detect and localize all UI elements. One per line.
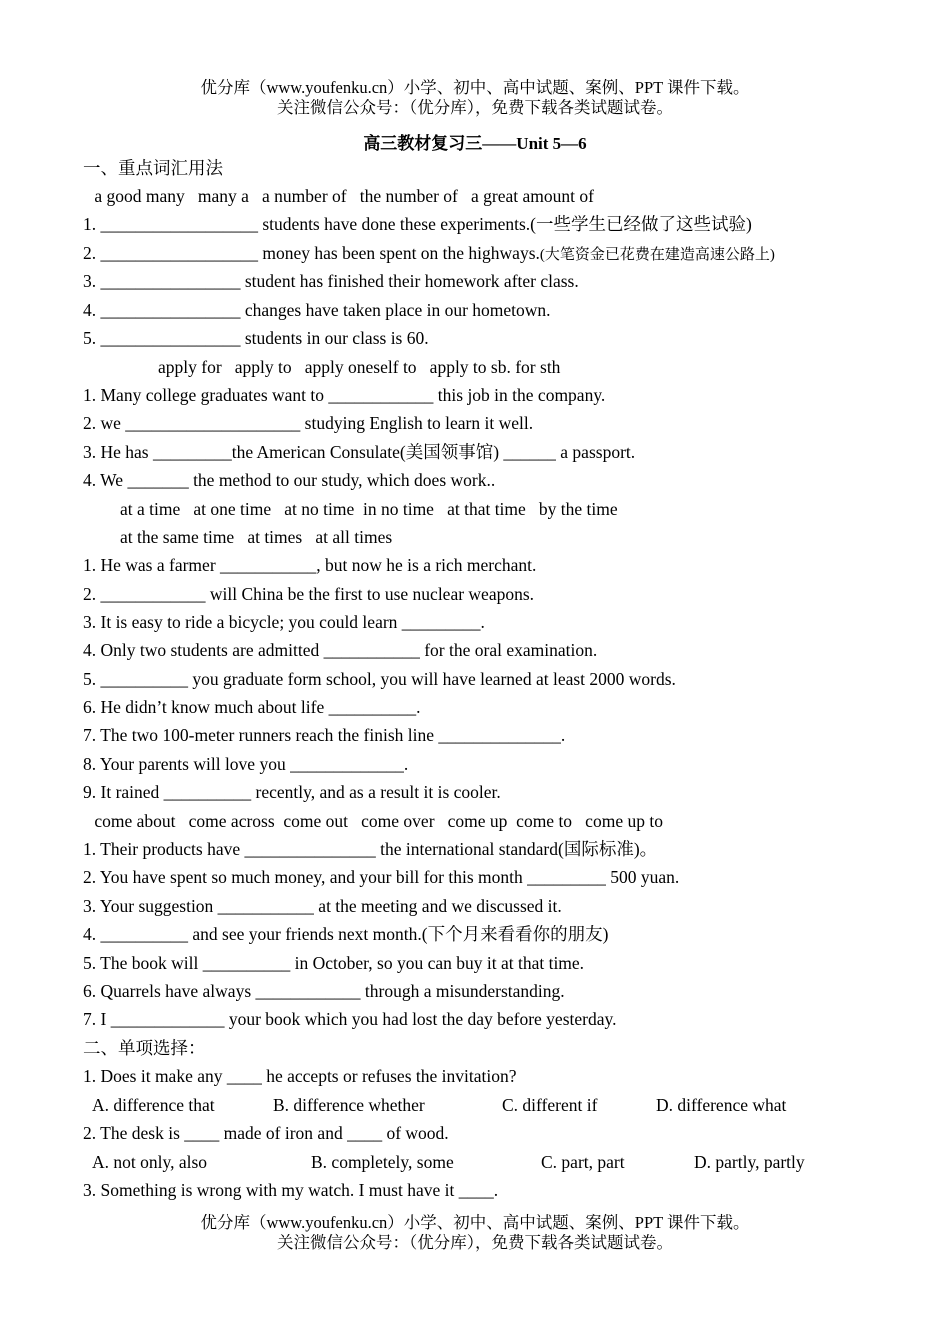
question-2-choice-d: D. partly, partly — [694, 1152, 805, 1172]
group-3-item-9: 9. It rained __________ recently, and as a result it is cooler. — [83, 782, 501, 802]
group-4-item-2: 2. You have spent so much money, and your bill for this month _________ 500 yuan. — [83, 867, 680, 887]
group-1-item-3: 3. ________________ student has finished their homework after class. — [83, 271, 579, 291]
question-1-choice-c: C. different if — [502, 1095, 598, 1115]
question-1-choice-a: A. difference that — [92, 1095, 215, 1115]
group-2-item-4: 4. We _______ the method to our study, which does work.. — [83, 470, 496, 490]
group-2-item-1: 1. Many college graduates want to ____________ this job in the company. — [83, 385, 606, 405]
question-1-stem: 1. Does it make any ____ he accepts or refuses the invitation? — [83, 1066, 517, 1086]
question-1-choice-d: D. difference what — [656, 1095, 787, 1115]
group-1-item-5: 5. ________________ students in our class is 60. — [83, 328, 429, 348]
group-2-options: apply for apply to apply oneself to apply to sb. for sth — [158, 357, 561, 377]
group-1-item-4: 4. ________________ changes have taken place in our hometown. — [83, 300, 551, 320]
header-line-1: 优分库（www.youfenku.cn）小学、初中、高中试题、案例、PPT 课件下载。 — [200, 78, 750, 97]
group-3-item-2: 2. ____________ will China be the first to use nuclear weapons. — [83, 584, 535, 604]
question-3-stem: 3. Something is wrong with my watch. I must have it ____. — [83, 1180, 499, 1200]
question-1-choice-b: B. difference whether — [273, 1095, 425, 1115]
group-1-item-2-note: (大笔资金已花费在建造高速公路上) — [539, 247, 775, 263]
group-4-item-3: 3. Your suggestion ___________ at the meeting and we discussed it. — [83, 896, 562, 916]
group-3-item-1: 1. He was a farmer ___________, but now he is a rich merchant. — [83, 555, 537, 575]
question-2-choice-c: C. part, part — [541, 1152, 625, 1172]
group-3-item-8: 8. Your parents will love you _____________. — [83, 754, 409, 774]
footer-line-2: 关注微信公众号：（优分库），免费下载各类试题试卷。 — [277, 1233, 673, 1252]
group-4-options: come about come across come out come over come up come to come up to — [90, 811, 663, 831]
group-3-item-7: 7. The two 100-meter runners reach the finish line ______________. — [83, 725, 566, 745]
header-line-2: 关注微信公众号：（优分库），免费下载各类试题试卷。 — [277, 98, 673, 117]
group-2-item-3: 3. He has _________the American Consulate(美国领事馆) ______ a passport. — [83, 442, 636, 462]
group-1-item-2-text: 2. __________________ money has been spent on the highways. — [83, 243, 540, 263]
question-2-choice-b: B. completely, some — [311, 1152, 454, 1172]
question-2-choice-a: A. not only, also — [92, 1152, 208, 1172]
group-3-item-3: 3. It is easy to ride a bicycle; you could learn _________. — [83, 612, 485, 632]
group-4-item-6: 6. Quarrels have always ____________ through a misunderstanding. — [83, 981, 565, 1001]
group-3-item-6: 6. He didn’t know much about life __________. — [83, 697, 421, 717]
group-1-item-2 — [83, 242, 775, 266]
group-1-item-1: 1. __________________ students have done these experiments.(一些学生已经做了这些试验) — [83, 214, 752, 234]
group-4-item-4: 4. __________ and see your friends next month.(下个月来看看你的朋友) — [83, 924, 609, 944]
group-4-item-7: 7. I _____________ your book which you had lost the day before yesterday. — [83, 1009, 617, 1029]
group-3-item-4: 4. Only two students are admitted ___________ for the oral examination. — [83, 640, 598, 660]
page-title: 高三教材复习三——Unit 5—6 — [363, 134, 587, 153]
group-1-options: a good many many a a number of the number of a great amount of — [90, 186, 594, 206]
footer-line-1: 优分库（www.youfenku.cn）小学、初中、高中试题、案例、PPT 课件下载。 — [200, 1213, 750, 1232]
group-2-item-2: 2. we ____________________ studying English to learn it well. — [83, 413, 534, 433]
section-1-heading: 一、重点词汇用法 — [83, 158, 223, 178]
group-3-options-line-2: at the same time at times at all times — [120, 527, 393, 547]
section-2-heading: 二、单项选择： — [83, 1038, 206, 1058]
group-3-options-line-1: at a time at one time at no time in no time at that time by the time — [120, 499, 618, 519]
group-4-item-5: 5. The book will __________ in October, so you can buy it at that time. — [83, 953, 585, 973]
group-3-item-5: 5. __________ you graduate form school, you will have learned at least 2000 words. — [83, 669, 676, 689]
question-2-stem: 2. The desk is ____ made of iron and ____ of wood. — [83, 1123, 449, 1143]
group-4-item-1: 1. Their products have _______________ the international standard(国际标准)。 — [83, 839, 658, 859]
